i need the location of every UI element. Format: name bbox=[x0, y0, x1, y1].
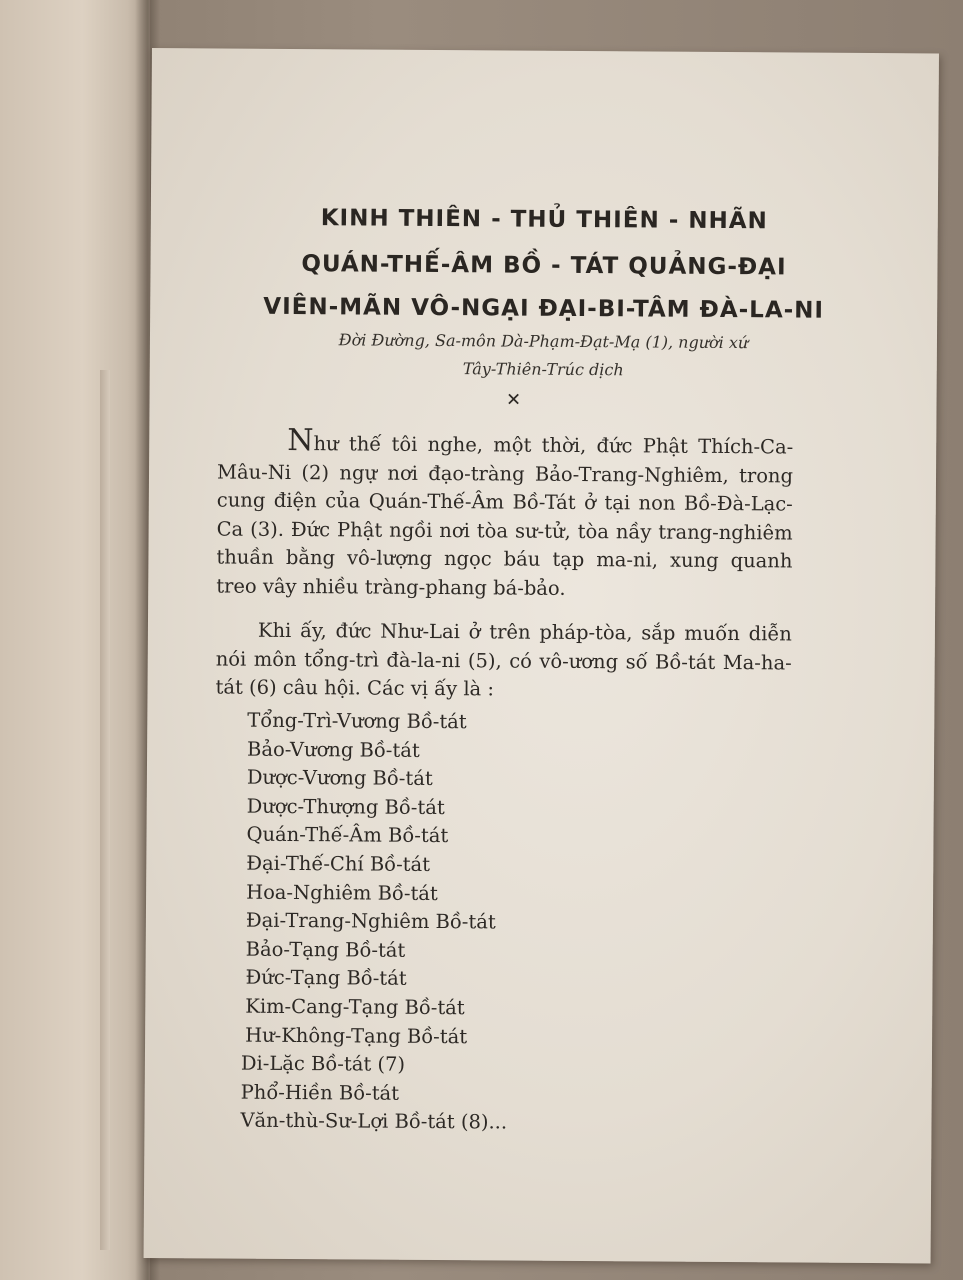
list-item: Quán-Thế-Âm Bồ-tát bbox=[246, 823, 449, 848]
list-item: Dược-Thượng Bồ-tát bbox=[246, 794, 445, 819]
list-item: Tổng-Trì-Vương Bồ-tát bbox=[247, 708, 467, 734]
left-page-edge bbox=[100, 370, 110, 1250]
list-item: Dược-Vương Bồ-tát bbox=[246, 765, 433, 791]
list-item: Phổ-Hiền Bồ-tát bbox=[240, 1080, 400, 1105]
list-item: Hư-Không-Tạng Bồ-tát bbox=[245, 1023, 468, 1048]
bodhisattva-list bbox=[240, 707, 510, 1138]
list-item: Đại-Trang-Nghiêm Bồ-tát bbox=[245, 908, 496, 934]
list-item: Bảo-Vương Bồ-tát bbox=[247, 737, 420, 762]
ornament-icon: ✕ bbox=[505, 389, 522, 411]
paragraph-2: Khi ấy, đức Như-Lai ở trên pháp-tòa, sắp muốn diễn nói môn tổng-trì đà-la-ni (5), có vô-ương số Bồ-tát Ma-ha-tát (6) câu hội. Các vị ấy là : bbox=[215, 618, 793, 701]
list-item: Đại-Thế-Chí Bồ-tát bbox=[246, 851, 431, 876]
list-item: Đức-Tạng Bồ-tát bbox=[245, 966, 407, 991]
list-item: Bảo-Tạng Bồ-tát bbox=[245, 937, 406, 962]
book-page bbox=[144, 48, 939, 1263]
drop-cap: N bbox=[287, 422, 314, 459]
left-page bbox=[0, 0, 150, 1280]
title-line-2: QUÁN-THẾ-ÂM BỒ - TÁT QUẢNG-ĐẠI bbox=[301, 251, 787, 281]
translator-line-1: Đời Đường, Sa-môn Dà-Phạm-Đạt-Mạ (1), người xứ bbox=[338, 330, 749, 353]
title-line-3: VIÊN-MÃN VÔ-NGẠI ĐẠI-BI-TÂM ĐÀ-LA-NI bbox=[263, 293, 825, 324]
list-item: Hoa-Nghiêm Bồ-tát bbox=[246, 880, 438, 905]
paragraph-1 bbox=[216, 422, 794, 604]
list-item: Di-Lặc Bồ-tát (7) bbox=[240, 1051, 406, 1076]
title-line-1: KINH THIÊN - THỦ THIÊN - NHÃN bbox=[320, 205, 768, 235]
list-item: Văn-thù-Sư-Lợi Bồ-tát (8)... bbox=[240, 1108, 508, 1134]
list-item: Kim-Cang-Tạng Bồ-tát bbox=[245, 994, 465, 1020]
paragraph-1-text: hư thế tôi nghe, một thời, đức Phật Thích-Ca-Mâu-Ni (2) ngự nơi đạo-tràng Bảo-Trang-Nghiêm, trong cung điện của Quán-Thế-Âm Bồ-Tát ở tại non Bồ-Đà-Lạc-Ca (3). Đức Phật ngồi nơi tòa sư-tử, tòa nầy trang-nghiêm thuần bằng vô-lượng ngọc báu tạp ma-ni, xung quanh treo vây nhiều tràng-phang bá-bảo. bbox=[216, 432, 794, 600]
translator-line-2: Tây-Thiên-Trúc dịch bbox=[462, 359, 624, 380]
